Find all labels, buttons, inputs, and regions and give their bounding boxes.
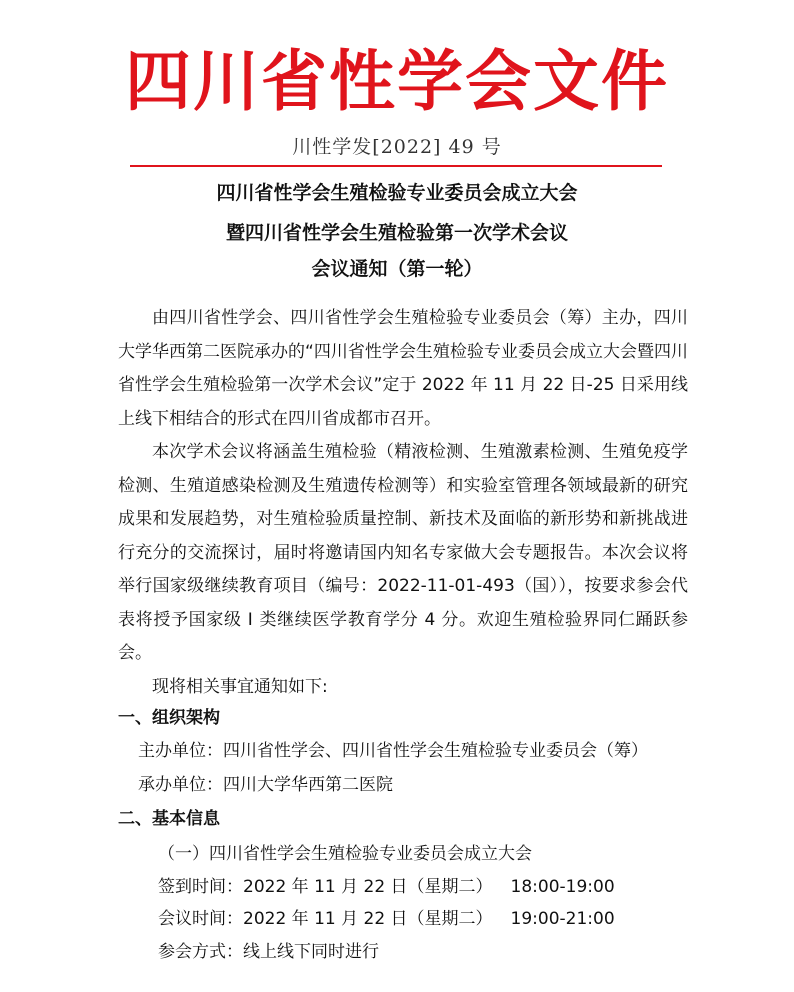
document-header-title: 四川省性学会文件 (125, 43, 669, 120)
signin-time: 18:00-19:00 (510, 877, 615, 897)
header-red-rule (130, 165, 662, 167)
organizer-unit-line: 承办单位：四川大学华西第二医院 (138, 775, 393, 795)
attendance-mode-line: 参会方式：线上线下同时进行 (158, 942, 379, 962)
paragraph-content-text: 本次学术会议将涵盖生殖检验（精液检测、生殖激素检测、生殖免疫学检测、生殖道感染检测及生殖遗传检测等）和实验室管理各领域最新的研究成果和发展趋势，对生殖检验质量控制、新技术及面临的新形势和新挑战进行充分的交流探讨，届时将邀请国内知名专家做大会专题报告。本次会议将举行国家级继续教育项目（编号：2022-11-01-493（国）），按要求参会代表将授予国家级 Ⅰ 类继续医学教育学分 4 分。欢迎生殖检验界同仁踊跃参会。 (118, 442, 688, 663)
section-heading-organization: 一、组织架构 (118, 708, 220, 728)
paragraph-content (118, 436, 688, 671)
section-heading-basic-info: 二、基本信息 (118, 809, 220, 829)
paragraph-notice (118, 671, 688, 705)
paragraph-notice-text: 现将相关事宜通知如下: (152, 677, 328, 697)
meeting-time-line (158, 906, 615, 932)
notice-title-line-3: 会议通知（第一轮） (311, 258, 483, 280)
notice-title-line-1: 四川省性学会生殖检验专业委员会成立大会 (216, 182, 578, 204)
document-number: 川性学发[2022] 49 号 (292, 136, 502, 158)
notice-title-line-2: 暨四川省性学会生殖检验第一次学术会议 (225, 222, 568, 244)
paragraph-intro (118, 302, 688, 436)
host-unit-line: 主办单位：四川省性学会、四川省性学会生殖检验专业委员会（筹） (138, 741, 648, 761)
meeting-time: 19:00-21:00 (510, 909, 615, 929)
signin-time-line (158, 874, 615, 900)
subsection-founding-meeting: （一）四川省性学会生殖检验专业委员会成立大会 (158, 844, 532, 864)
paragraph-intro-text: 由四川省性学会、四川省性学会生殖检验专业委员会（筹）主办，四川大学华西第二医院承办的“四川省性学会生殖检验专业委员会成立大会暨四川省性学会生殖检验第一次学术会议”定于 2022 年 11 月 22 日-25 日采用线上线下相结合的形式在四川省成都市召开。 (118, 308, 688, 429)
meeting-date: 会议时间：2022 年 11 月 22 日（星期二） (158, 909, 493, 929)
signin-date: 签到时间：2022 年 11 月 22 日（星期二） (158, 877, 493, 897)
